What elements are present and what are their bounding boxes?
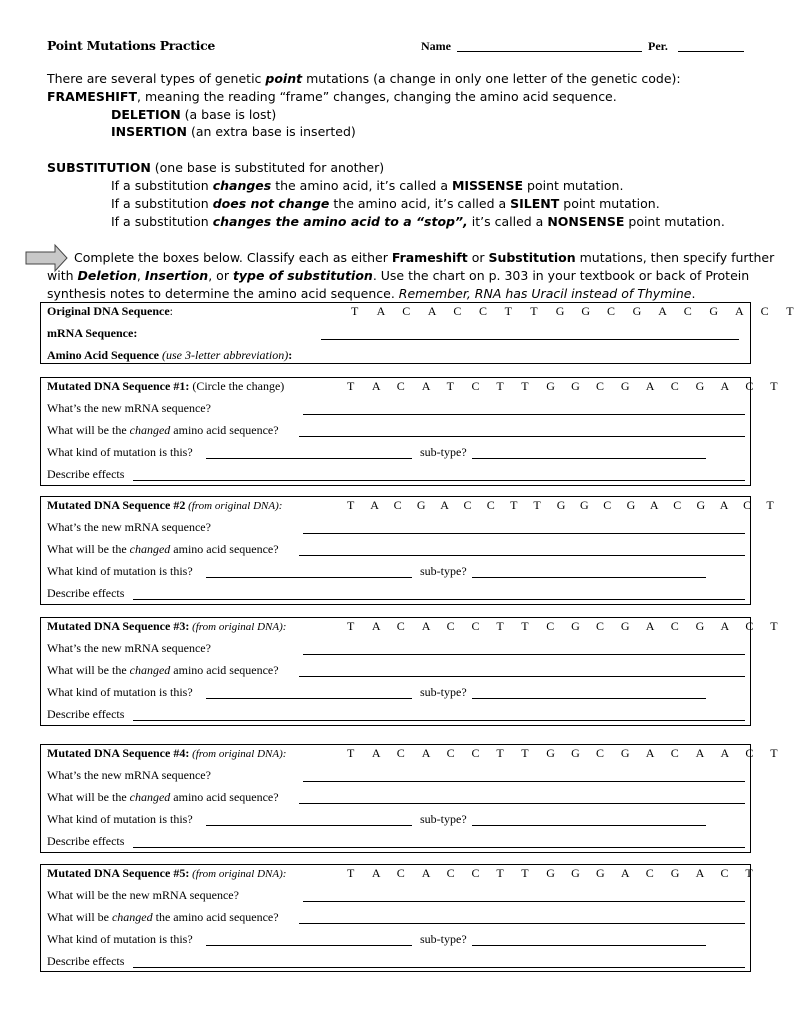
instructions-line-2: with Deletion, Insertion, or type of substitution. Use the chart on p. 303 in your textbook or back of Protein xyxy=(47,268,750,283)
base-letter: T xyxy=(496,379,504,393)
subtype-answer-line[interactable] xyxy=(472,458,706,459)
base-letter: C xyxy=(670,619,679,633)
base-letter: A xyxy=(645,746,655,760)
base-letter: T xyxy=(347,498,355,512)
base-letter: T xyxy=(521,746,529,760)
page-title: Point Mutations Practice xyxy=(47,38,216,53)
describe-effects-label: Describe effects xyxy=(47,834,125,848)
amino-acid-answer-line[interactable] xyxy=(299,436,745,437)
base-letter: C xyxy=(396,746,405,760)
base-letter: C xyxy=(720,866,729,880)
base-letter: C xyxy=(396,619,405,633)
base-letter: C xyxy=(396,866,405,880)
new-mrna-answer-line[interactable] xyxy=(303,533,745,534)
base-letter: C xyxy=(596,619,605,633)
base-letter: C xyxy=(745,619,754,633)
base-letter: C xyxy=(670,379,679,393)
mutation-box-1 xyxy=(40,377,778,486)
base-letter: C xyxy=(479,304,488,318)
base-letter: A xyxy=(427,304,437,318)
base-letter: A xyxy=(720,619,730,633)
new-mrna-question: What’s the new mRNA sequence? xyxy=(47,641,211,655)
base-letter: C xyxy=(463,498,472,512)
subtype-question: sub-type? xyxy=(420,445,467,459)
mutated-dna-label: Mutated DNA Sequence #3: (from original DNA): xyxy=(47,619,287,633)
period-label: Per. xyxy=(648,39,668,53)
new-mrna-question: What will be the new mRNA sequence? xyxy=(47,888,239,902)
base-letter: C xyxy=(743,498,752,512)
new-mrna-answer-line[interactable] xyxy=(303,781,745,782)
base-letter: G xyxy=(546,746,555,760)
intro-substitution: SUBSTITUTION (one base is substituted for another) xyxy=(47,160,385,175)
mutation-kind-question: What kind of mutation is this? xyxy=(47,932,193,946)
base-letter: G xyxy=(620,379,630,393)
base-letter: C xyxy=(760,304,769,318)
new-mrna-question: What’s the new mRNA sequence? xyxy=(47,401,211,415)
base-letter: G xyxy=(696,498,706,512)
name-field[interactable] xyxy=(457,51,642,52)
describe-effects-answer-line[interactable] xyxy=(133,847,745,848)
mutated-dna-sequence xyxy=(307,619,778,633)
subtype-question: sub-type? xyxy=(420,812,467,826)
mutated-dna-label: Mutated DNA Sequence #4: (from original DNA): xyxy=(47,746,287,760)
base-letter: A xyxy=(370,498,379,512)
amino-acid-question: What will be the changed amino acid sequence? xyxy=(47,423,279,437)
period-field[interactable] xyxy=(678,51,744,52)
base-letter: C xyxy=(486,498,495,512)
mutation-kind-answer-line[interactable] xyxy=(206,458,412,459)
base-letter: C xyxy=(596,746,605,760)
describe-effects-label: Describe effects xyxy=(47,586,125,600)
base-letter: G xyxy=(632,304,642,318)
base-letter: C xyxy=(471,379,480,393)
intro-insertion: INSERTION (an extra base is inserted) xyxy=(111,124,356,139)
mrna-answer-line[interactable] xyxy=(321,339,739,340)
base-letter: C xyxy=(546,619,555,633)
mutated-dna-label: Mutated DNA Sequence #2 (from original DNA): xyxy=(47,498,283,512)
base-letter: T xyxy=(530,304,538,318)
base-letter: G xyxy=(670,866,680,880)
mutated-dna-sequence xyxy=(307,498,774,512)
amino-acid-answer-line[interactable] xyxy=(299,676,745,677)
instructions-line-1: Complete the boxes below. Classify each as either Frameshift or Substitution mutations, then specify further xyxy=(74,250,775,265)
subtype-answer-line[interactable] xyxy=(472,698,706,699)
base-letter: G xyxy=(571,866,580,880)
base-letter: G xyxy=(620,746,630,760)
mutation-box-5 xyxy=(40,864,751,972)
base-letter: C xyxy=(393,498,402,512)
base-letter: T xyxy=(770,379,778,393)
base-letter: G xyxy=(695,379,705,393)
base-letter: A xyxy=(421,746,431,760)
describe-effects-answer-line[interactable] xyxy=(133,967,745,968)
base-letter: A xyxy=(376,304,386,318)
base-letter: T xyxy=(521,619,529,633)
new-mrna-answer-line[interactable] xyxy=(303,901,745,902)
base-letter: C xyxy=(446,619,455,633)
base-letter: A xyxy=(645,619,655,633)
mrna-label: mRNA Sequence: xyxy=(47,326,138,340)
base-letter: A xyxy=(371,379,381,393)
base-letter: C xyxy=(607,304,616,318)
base-letter: T xyxy=(510,498,518,512)
base-letter: C xyxy=(402,304,411,318)
base-letter: A xyxy=(649,498,659,512)
base-letter: A xyxy=(421,866,431,880)
base-letter: A xyxy=(620,866,630,880)
amino-acid-label: Amino Acid Sequence (use 3-letter abbreviation): xyxy=(47,348,293,362)
intro-deletion: DELETION (a base is lost) xyxy=(111,107,277,122)
base-letter: C xyxy=(683,304,692,318)
intro-line-1: There are several types of genetic point mutations (a change in only one letter of the genetic code): xyxy=(47,71,681,86)
base-letter: A xyxy=(371,866,381,880)
mutated-dna-sequence xyxy=(307,746,778,760)
base-letter: T xyxy=(533,498,541,512)
base-letter: A xyxy=(719,498,729,512)
original-dna-label: Original DNA Sequence: xyxy=(47,304,174,318)
base-letter: T xyxy=(347,619,355,633)
base-letter: G xyxy=(580,498,589,512)
base-letter: T xyxy=(504,304,512,318)
amino-acid-question: What will be the changed amino acid sequence? xyxy=(47,790,279,804)
base-letter: G xyxy=(546,866,555,880)
mutation-kind-question: What kind of mutation is this? xyxy=(47,685,193,699)
base-letter: C xyxy=(670,746,679,760)
describe-effects-label: Describe effects xyxy=(47,707,125,721)
mutated-dna-label: Mutated DNA Sequence #1: (Circle the change) xyxy=(47,379,285,393)
describe-effects-label: Describe effects xyxy=(47,954,125,968)
mutated-dna-label: Mutated DNA Sequence #5: (from original DNA): xyxy=(47,866,287,880)
new-mrna-answer-line[interactable] xyxy=(303,414,745,415)
mutation-kind-answer-line[interactable] xyxy=(206,825,412,826)
base-letter: C xyxy=(603,498,612,512)
intro-frameshift: FRAMESHIFT, meaning the reading “frame” changes, changing the amino acid sequence. xyxy=(47,89,617,104)
mutated-dna-sequence xyxy=(307,866,752,880)
base-letter: A xyxy=(421,619,431,633)
base-letter: G xyxy=(695,619,705,633)
describe-effects-answer-line[interactable] xyxy=(133,599,745,600)
base-letter: G xyxy=(581,304,591,318)
base-letter: A xyxy=(658,304,667,318)
base-letter: C xyxy=(745,746,754,760)
base-letter: G xyxy=(626,498,636,512)
base-letter: T xyxy=(496,866,504,880)
subtype-question: sub-type? xyxy=(420,564,467,578)
base-letter: T xyxy=(351,304,359,318)
base-letter: G xyxy=(571,379,580,393)
instructions-line-3: synthesis notes to determine the amino acid sequence. Remember, RNA has Uracil instead of Thymine. xyxy=(47,286,696,301)
base-letter: T xyxy=(347,746,355,760)
base-letter: G xyxy=(571,746,580,760)
describe-effects-label: Describe effects xyxy=(47,467,125,481)
base-letter: T xyxy=(786,304,794,318)
base-letter: A xyxy=(421,379,431,393)
mutation-kind-question: What kind of mutation is this? xyxy=(47,812,193,826)
base-letter: A xyxy=(695,866,705,880)
base-letter: A xyxy=(735,304,744,318)
base-letter: C xyxy=(596,379,605,393)
mutation-box-4 xyxy=(40,744,778,853)
base-letter: T xyxy=(496,619,504,633)
amino-acid-question: What will be the changed amino acid sequence? xyxy=(47,542,279,556)
base-letter: C xyxy=(446,866,455,880)
base-letter: G xyxy=(555,304,565,318)
base-letter: A xyxy=(645,379,655,393)
base-letter: C xyxy=(453,304,462,318)
mutation-kind-question: What kind of mutation is this? xyxy=(47,445,193,459)
new-mrna-question: What’s the new mRNA sequence? xyxy=(47,520,211,534)
base-letter: C xyxy=(471,619,480,633)
base-letter: A xyxy=(371,619,381,633)
amino-acid-question: What will be changed the amino acid sequence? xyxy=(47,910,279,924)
base-letter: T xyxy=(766,498,774,512)
subtype-question: sub-type? xyxy=(420,932,467,946)
base-letter: C xyxy=(673,498,682,512)
base-letter: G xyxy=(596,866,605,880)
base-letter: C xyxy=(396,379,405,393)
intro-missense: If a substitution changes the amino acid, it’s called a MISSENSE point mutation. xyxy=(111,178,624,193)
base-letter: T xyxy=(770,619,778,633)
base-letter: T xyxy=(347,379,355,393)
base-letter: A xyxy=(720,746,730,760)
new-mrna-question: What’s the new mRNA sequence? xyxy=(47,768,211,782)
base-letter: T xyxy=(347,866,355,880)
mutation-box-3 xyxy=(40,617,778,726)
mutation-box-2 xyxy=(40,496,774,605)
base-letter: A xyxy=(695,746,705,760)
mutated-dna-sequence xyxy=(307,379,778,393)
original-dna-sequence xyxy=(311,304,794,318)
amino-acid-answer-line[interactable] xyxy=(299,923,745,924)
base-letter: G xyxy=(546,379,555,393)
original-sequence-box xyxy=(40,302,794,364)
base-letter: G xyxy=(556,498,566,512)
amino-acid-answer-line[interactable] xyxy=(299,803,745,804)
amino-acid-answer-line[interactable] xyxy=(299,555,745,556)
base-letter: T xyxy=(521,866,529,880)
mutation-kind-answer-line[interactable] xyxy=(206,698,412,699)
intro-silent: If a substitution does not change the amino acid, it’s called a SILENT point mutation. xyxy=(111,196,660,211)
new-mrna-answer-line[interactable] xyxy=(303,654,745,655)
base-letter: G xyxy=(709,304,719,318)
base-letter: T xyxy=(770,746,778,760)
describe-effects-answer-line[interactable] xyxy=(133,480,745,481)
base-letter: G xyxy=(571,619,580,633)
describe-effects-answer-line[interactable] xyxy=(133,720,745,721)
base-letter: G xyxy=(620,619,630,633)
subtype-answer-line[interactable] xyxy=(472,825,706,826)
base-letter: A xyxy=(440,498,449,512)
base-letter: T xyxy=(521,379,529,393)
subtype-answer-line[interactable] xyxy=(472,577,706,578)
mutation-kind-answer-line[interactable] xyxy=(206,577,412,578)
base-letter: C xyxy=(745,379,754,393)
subtype-question: sub-type? xyxy=(420,685,467,699)
base-letter: T xyxy=(496,746,504,760)
intro-nonsense: If a substitution changes the amino acid to a “stop”, it’s called a NONSENSE point mutation. xyxy=(111,214,725,229)
base-letter: C xyxy=(471,866,480,880)
base-letter: C xyxy=(645,866,654,880)
mutation-kind-question: What kind of mutation is this? xyxy=(47,564,193,578)
base-letter: A xyxy=(720,379,730,393)
base-letter: T xyxy=(446,379,454,393)
subtype-answer-line[interactable] xyxy=(472,945,706,946)
base-letter: C xyxy=(471,746,480,760)
base-letter: A xyxy=(371,746,381,760)
base-letter: G xyxy=(416,498,426,512)
base-letter: C xyxy=(446,746,455,760)
amino-acid-question: What will be the changed amino acid sequence? xyxy=(47,663,279,677)
name-label: Name xyxy=(421,39,451,53)
mutation-kind-answer-line[interactable] xyxy=(206,945,412,946)
base-letter: T xyxy=(745,866,753,880)
